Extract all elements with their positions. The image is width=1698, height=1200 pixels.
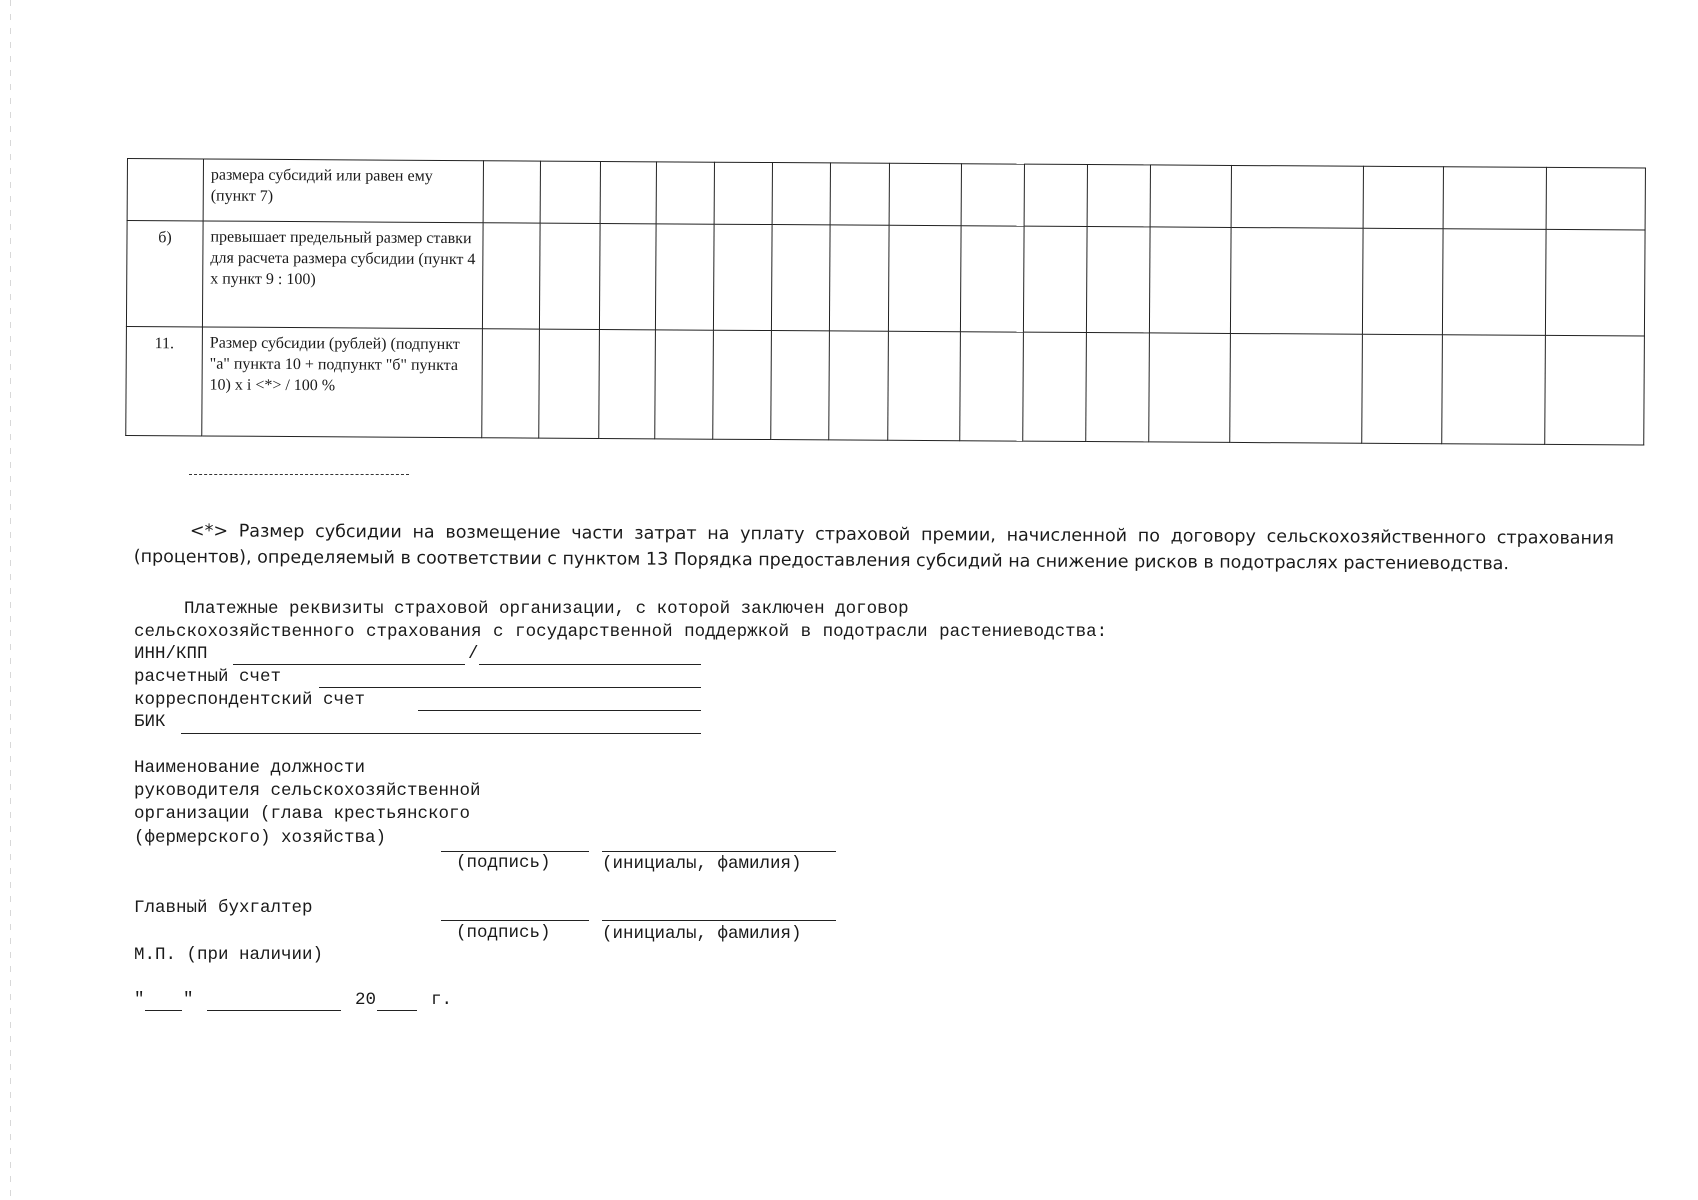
signature-caption: (подпись) <box>456 853 551 873</box>
empty-cell <box>1023 226 1087 332</box>
name-caption: (инициалы, фамилия) <box>602 854 802 874</box>
payment-intro-line-1: Платежные реквизиты страховой организации, с которой заключен договор <box>184 599 909 619</box>
footnote-text: <*> Размер субсидии на возмещение части затрат на уплату страховой премии, начисленной по договору сельскохозяйственного страхования (процентов), определяемый в соответствии с пунктом 13 Порядка предоставления субсидий на снижение рисков в подотраслях растениеводства. <box>133 521 1614 575</box>
empty-cell <box>771 225 830 331</box>
empty-cell <box>889 163 961 225</box>
empty-cell <box>599 329 656 438</box>
row-number-cell <box>127 159 203 221</box>
head-position-line-1: Наименование должности <box>134 758 366 778</box>
kpp-field-line[interactable] <box>479 664 701 665</box>
empty-cell <box>482 223 540 329</box>
accountant-name-line[interactable] <box>602 920 836 921</box>
empty-cell <box>539 329 600 438</box>
empty-cell <box>713 330 772 439</box>
row-description-cell: размера субсидий или равен ему (пункт 7) <box>203 159 483 223</box>
empty-cell <box>1231 165 1363 228</box>
empty-cell <box>829 225 889 331</box>
head-position-line-3: организации (глава крестьянского <box>134 804 471 824</box>
empty-cell <box>1086 227 1150 333</box>
date-close-quote: " <box>183 990 194 1010</box>
date-year-prefix: 20 <box>355 990 377 1010</box>
empty-cell <box>888 331 961 440</box>
empty-cell <box>1023 332 1087 441</box>
empty-cell <box>961 164 1024 226</box>
correspondent-account-label: корреспондентский счет <box>134 690 366 710</box>
row-description-cell: Размер субсидии (рублей) (подпункт "а" пункта 10 + подпункт "б" пункта 10) x i <*> / 100 % <box>202 327 483 438</box>
empty-cell <box>1086 333 1150 442</box>
head-position-line-4: (фермерского) хозяйства) <box>134 828 387 848</box>
empty-cell <box>1443 167 1546 230</box>
correspondent-account-field-line[interactable] <box>418 710 701 711</box>
empty-cell <box>1149 227 1231 334</box>
date-day-line[interactable] <box>145 1010 182 1011</box>
empty-cell <box>1149 333 1231 443</box>
empty-cell <box>830 163 889 225</box>
empty-cell <box>656 162 714 224</box>
empty-cell <box>829 331 889 440</box>
empty-cell <box>1442 335 1546 445</box>
signature-caption: (подпись) <box>456 923 551 943</box>
name-caption: (инициалы, фамилия) <box>602 924 802 944</box>
empty-cell <box>1362 334 1443 444</box>
empty-cell <box>960 226 1024 332</box>
empty-cell <box>771 331 830 440</box>
empty-cell <box>772 163 830 225</box>
empty-cell <box>1230 333 1363 443</box>
empty-cell <box>1024 164 1087 226</box>
account-label: расчетный счет <box>134 667 282 687</box>
empty-cell <box>599 223 656 329</box>
empty-cell <box>655 330 714 439</box>
date-year-line[interactable] <box>377 1010 417 1011</box>
empty-cell <box>1546 167 1645 230</box>
subsidy-calculation-table <box>125 158 1646 446</box>
chief-accountant-label: Главный бухгалтер <box>134 898 313 918</box>
empty-cell <box>540 161 600 223</box>
payment-intro-line-2: сельскохозяйственного страхования с государственной поддержкой в подотрасли растениеводства: <box>134 622 1108 642</box>
empty-cell <box>1363 166 1443 229</box>
head-name-line[interactable] <box>602 851 836 852</box>
empty-cell <box>1150 165 1231 228</box>
row-number-cell: 11. <box>126 326 203 435</box>
empty-cell <box>600 161 656 223</box>
empty-cell <box>1442 229 1546 336</box>
row-number-cell: б) <box>126 221 203 327</box>
scan-edge-artifact <box>10 0 11 1200</box>
head-position-line-2: руководителя сельскохозяйственной <box>134 781 481 801</box>
empty-cell <box>1545 335 1645 445</box>
stamp-label: М.П. (при наличии) <box>134 945 324 965</box>
empty-cell <box>655 224 714 330</box>
table-row <box>127 159 1645 231</box>
accountant-signature-line[interactable] <box>441 920 589 921</box>
date-month-line[interactable] <box>207 1010 341 1011</box>
bik-label: БИК <box>134 712 166 732</box>
empty-cell <box>1362 228 1443 335</box>
date-open-quote: " <box>134 990 145 1010</box>
row-description-cell: превышает предельный размер ставки для расчета размера субсидии (пункт 4 х пункт 9 : 100) <box>202 221 483 329</box>
footnote-separator <box>189 474 409 475</box>
empty-cell <box>888 225 961 331</box>
empty-cell <box>960 332 1024 441</box>
empty-cell <box>483 161 540 223</box>
account-field-line[interactable] <box>319 687 701 688</box>
empty-cell <box>539 223 600 329</box>
empty-cell <box>1230 227 1363 334</box>
date-year-suffix: г. <box>431 990 453 1010</box>
table-row <box>126 326 1645 445</box>
empty-cell <box>714 162 772 224</box>
empty-cell <box>482 329 540 438</box>
inn-kpp-slash: / <box>468 644 479 664</box>
empty-cell <box>1545 229 1645 336</box>
bik-field-line[interactable] <box>181 733 701 734</box>
inn-field-line[interactable] <box>233 664 465 665</box>
table-row <box>126 221 1645 337</box>
empty-cell <box>713 224 772 330</box>
empty-cell <box>1087 165 1150 227</box>
inn-kpp-label: ИНН/КПП <box>134 644 208 664</box>
